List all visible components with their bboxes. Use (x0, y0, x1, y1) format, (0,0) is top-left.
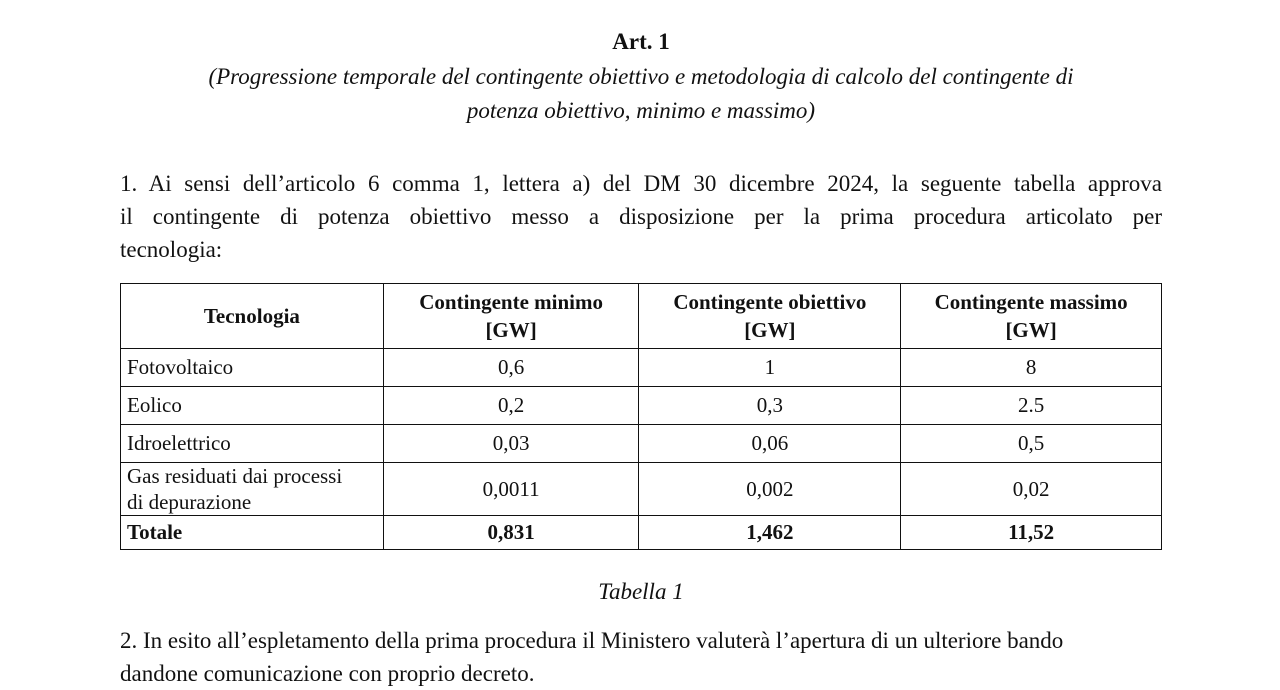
cell-tecnologia: Idroelettrico (121, 425, 384, 463)
header-label: Contingente massimo (934, 290, 1128, 314)
cell-minimo: 0,03 (383, 425, 639, 463)
table-row (121, 425, 1162, 463)
header-label: Tecnologia (203, 304, 300, 328)
cell-obiettivo: 0,002 (639, 463, 901, 516)
table-header-row (121, 284, 1162, 349)
header-contingente-massimo (901, 284, 1162, 349)
cell-totale-obiettivo: 1,462 (639, 516, 901, 550)
cell-minimo: 0,2 (383, 387, 639, 425)
cell-tecnologia (121, 463, 384, 516)
table-row (121, 349, 1162, 387)
cell-minimo: 0,6 (383, 349, 639, 387)
cell-massimo: 0,5 (901, 425, 1162, 463)
paragraph-line: dandone comunicazione con proprio decreto. (120, 661, 535, 686)
header-unit: [GW] (1005, 318, 1057, 342)
header-unit: [GW] (485, 318, 537, 342)
article-subtitle-line: (Progressione temporale del contingente obiettivo e metodologia di calcolo del contingente di (208, 64, 1074, 89)
paragraph-1 (120, 167, 1162, 266)
article-title: Art. 1 (612, 29, 670, 54)
cell-obiettivo: 1 (639, 349, 901, 387)
cell-tecnologia: Eolico (121, 387, 384, 425)
table-caption: Tabella 1 (598, 579, 684, 604)
header-unit: [GW] (744, 318, 796, 342)
capacity-table (120, 283, 1162, 550)
cell-minimo: 0,0011 (383, 463, 639, 516)
cell-totale-minimo: 0,831 (383, 516, 639, 550)
cell-text-line: Gas residuati dai processi (127, 464, 343, 488)
paragraph-line: il contingente di potenza obiettivo messo a disposizione per la prima procedura articolato per (120, 204, 1162, 229)
header-contingente-minimo (383, 284, 639, 349)
header-label: Contingente minimo (419, 290, 603, 314)
cell-massimo: 8 (901, 349, 1162, 387)
cell-obiettivo: 0,3 (639, 387, 901, 425)
cell-totale-massimo: 11,52 (901, 516, 1162, 550)
cell-totale-label: Totale (121, 516, 384, 550)
table-row (121, 463, 1162, 516)
paragraph-line: 1. Ai sensi dell’articolo 6 comma 1, lettera a) del DM 30 dicembre 2024, la seguente tabella approva (120, 171, 1162, 196)
article-subtitle-line: potenza obiettivo, minimo e massimo) (466, 98, 816, 123)
table-row (121, 387, 1162, 425)
paragraph-line: 2. In esito all’espletamento della prima procedura il Ministero valuterà l’apertura di un ulteriore bando (120, 628, 1064, 653)
header-tecnologia (121, 284, 384, 349)
paragraph-line: tecnologia: (120, 237, 223, 262)
cell-massimo: 2.5 (901, 387, 1162, 425)
cell-obiettivo: 0,06 (639, 425, 901, 463)
paragraph-2 (120, 624, 1162, 690)
cell-text-line: di depurazione (127, 490, 252, 514)
cell-tecnologia: Fotovoltaico (121, 349, 384, 387)
header-label: Contingente obiettivo (673, 290, 867, 314)
cell-massimo: 0,02 (901, 463, 1162, 516)
article-subtitle (120, 60, 1162, 128)
table-total-row (121, 516, 1162, 550)
header-contingente-obiettivo (639, 284, 901, 349)
